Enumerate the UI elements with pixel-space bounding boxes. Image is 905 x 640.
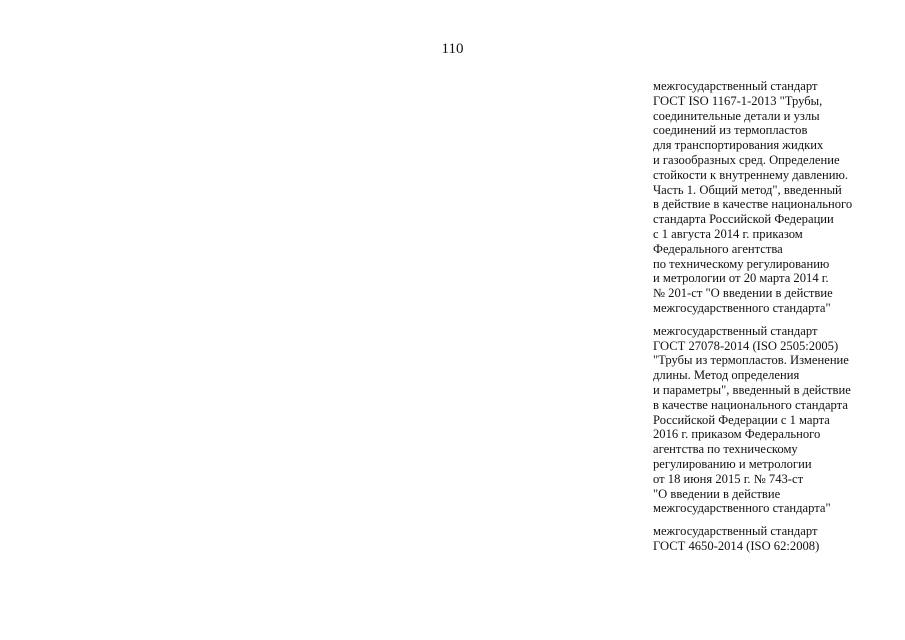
text-line: межгосударственный стандарт <box>653 323 818 338</box>
text-line: и метрологии от 20 марта 2014 г. <box>653 271 829 286</box>
text-line: межгосударственный стандарт <box>653 79 818 93</box>
text-line: ГОСТ 27078-2014 (ISO 2505:2005) <box>653 338 839 353</box>
text-line: Российской Федерации с 1 марта <box>653 412 830 427</box>
standard-entry-1 <box>653 79 898 316</box>
text-line: агентства по техническому <box>653 442 798 457</box>
text-line: межгосударственного стандарта" <box>653 300 831 315</box>
text-line: длины. Метод определения <box>653 368 800 383</box>
text-line: в качестве национального стандарта <box>653 397 848 412</box>
text-line: межгосударственного стандарта" <box>653 501 831 516</box>
text-line: для транспортирования жидких <box>653 138 824 153</box>
page-number: 110 <box>441 41 464 57</box>
text-line: соединительные детали и узлы <box>653 108 820 123</box>
standard-entry-3 <box>653 524 898 554</box>
text-column <box>653 79 898 554</box>
text-line: в действие в качестве национального <box>653 197 853 212</box>
text-line: № 201-ст "О введении в действие <box>653 286 833 301</box>
text-line: стойкости к внутреннему давлению. <box>653 167 848 182</box>
standard-entry-2 <box>653 324 898 516</box>
text-line: "Трубы из термопластов. Изменение <box>653 353 849 368</box>
text-line: межгосударственный стандарт <box>653 524 818 539</box>
text-line: ГОСТ ISO 1167-1-2013 "Трубы, <box>653 93 823 108</box>
text-line: от 18 июня 2015 г. № 743-ст <box>653 471 804 486</box>
text-line: Часть 1. Общий метод", введенный <box>653 182 842 197</box>
text-line: "О введении в действие <box>653 486 781 501</box>
text-line: и газообразных сред. Определение <box>653 152 840 167</box>
text-line: с 1 августа 2014 г. приказом <box>653 226 803 241</box>
text-line: Федерального агентства <box>653 241 783 256</box>
text-line: и параметры", введенный в действие <box>653 382 851 397</box>
text-line: стандарта Российской Федерации <box>653 212 834 227</box>
text-line: по техническому регулированию <box>653 256 830 271</box>
text-line: соединений из термопластов <box>653 123 808 138</box>
text-line: ГОСТ 4650-2014 (ISO 62:2008) <box>653 538 820 553</box>
text-line: 2016 г. приказом Федерального <box>653 427 821 442</box>
text-line: регулированию и метрологии <box>653 456 812 471</box>
